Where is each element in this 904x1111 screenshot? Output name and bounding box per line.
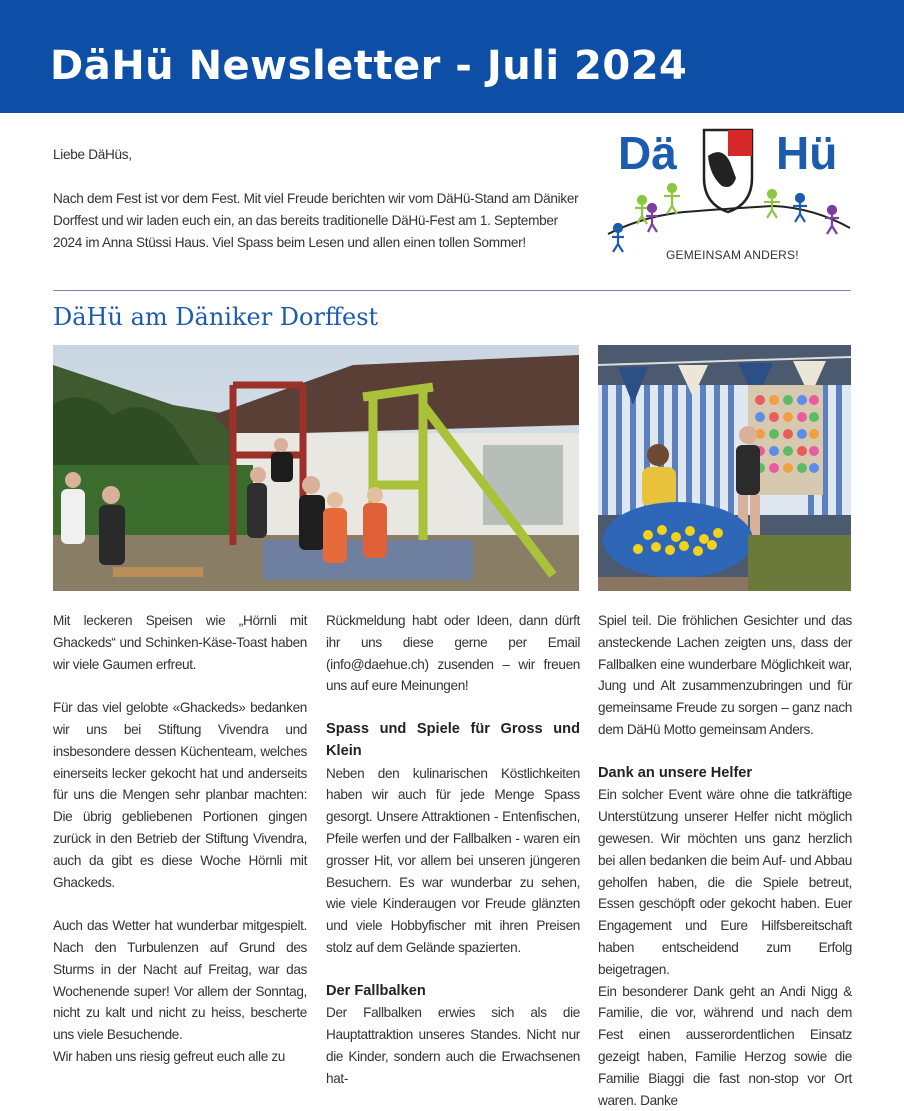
col2-paragraph-3: Der Fallbalken erwies sich als die Hauptattraktion unseres Standes. Nicht nur die Kinder, sondern auch die Erwachsenen hat-	[326, 1005, 580, 1086]
col3-paragraph-3: Ein besonderer Dank geht an Andi Nigg & Familie, die vor, während und nach dem Fest einen ausserordentlichen Einsatz gezeigt haben, Familie Herzog sowie die Familie Biaggi die fast non-stop vor Ort waren. Danke	[598, 983, 852, 1108]
column-1	[53, 610, 307, 1066]
col1-paragraph-3: Auch das Wetter hat wunderbar mitgespielt. Nach den Turbulenzen auf Grund des Sturms in der Nacht auf Freitag, war das Wochenende super! Vor allem der Sonntag, nicht zu kalt und nicht zu heiss, bescherte uns viele Besuchende.	[53, 918, 307, 1043]
col3-heading-helfer: Dank an unsere Helfer	[598, 764, 753, 781]
column-2	[326, 610, 580, 1086]
logo-text-left: Dä	[618, 127, 677, 179]
logo-text-right: Hü	[776, 127, 838, 179]
section-title: DäHü am Däniker Dorffest	[53, 303, 379, 331]
photo-stand	[598, 345, 851, 591]
newsletter-title: DäHü Newsletter - Juli 2024	[50, 43, 688, 89]
col3-paragraph-2: Ein solcher Event wäre ohne die tatkräftige Unterstützung unserer Helfer nicht möglich gewesen. Wir möchten uns ganz herzlich bei allen bedanken die beim Auf- und Abbau geholfen haben, die die Spiele betreut, Essen geschöpft oder gekocht haben. Euer Engagement und Eure Hilfsbereitschaft haben entscheidend zum Erfolg beigetragen.	[598, 787, 852, 977]
col1-paragraph-2: Für das viel gelobte «Ghackeds» bedanken wir uns bei Stiftung Vivendra und insbesondere dessen Küchenteam, welches einerseits lecker gekocht hat und anderseits für uns die Mengen sehr planbar machten: Die übrig gebliebenen Portionen gingen zurück in den Betrieb der Stiftung Vivendra, auch da gibt es diese Woche Hörnli mit Ghackeds.	[53, 700, 307, 890]
photo-fallbalken	[53, 345, 579, 591]
col2-heading-spiele: Spass und Spiele für Gross und Klein	[326, 720, 580, 759]
column-3	[598, 610, 852, 1108]
col2-heading-fallbalken: Der Fallbalken	[326, 982, 426, 999]
col1-paragraph-1: Mit leckeren Speisen wie „Hörnli mit Ghackeds“ und Schinken-Käse-Toast haben wir viele Gaumen erfreut.	[53, 613, 307, 672]
col2-paragraph-2: Neben den kulinarischen Köstlichkeiten haben wir auch für jede Menge Spass gesorgt. Unsere Attraktionen - Entenfischen, Pfeile werfen und der Fallbalken - waren ein grosser Hit, vor allem bei unseren jüngeren Besuchern. Es war wunderbar zu sehen, wie viele Kinderaugen vor Freude glänzten und viele Hobbyfischer mit ihren Preisen stolz auf dem Gelände spazierten.	[326, 765, 580, 955]
intro-section	[53, 144, 583, 254]
col2-paragraph-1: Rückmeldung habt oder Ideen, dann dürft ihr uns diese gerne per Email (info@daehue.ch) zusenden – wir freuen uns auf eure Meinungen!	[326, 613, 580, 694]
col3-paragraph-1: Spiel teil. Die fröhlichen Gesichter und das ansteckende Lachen zeigten uns, dass der Fallbalken eine wunderbare Möglichkeit war, Jung und Alt zusammenzubringen und für gemeinsame Freude zu sorgen – ganz nach dem DäHü Motto gemeinsam Anders.	[598, 613, 852, 737]
intro-text: Nach dem Fest ist vor dem Fest. Mit viel Freude berichten wir vom DäHü-Stand am Däniker Dorffest und wir laden euch ein, an das bereits traditionelle DäHü-Fest am 1. September 2024 im Anna Stüssi Haus. Viel Spass beim Lesen und allen einen tollen Sommer!	[53, 191, 579, 250]
daehue-logo	[604, 116, 854, 266]
section-divider	[53, 290, 851, 291]
col1-paragraph-4: Wir haben uns riesig gefreut euch alle zu	[53, 1048, 285, 1064]
header-banner	[0, 0, 904, 113]
intro-greeting: Liebe DäHüs,	[53, 147, 132, 162]
logo-motto: GEMEINSAM ANDERS!	[666, 248, 799, 262]
